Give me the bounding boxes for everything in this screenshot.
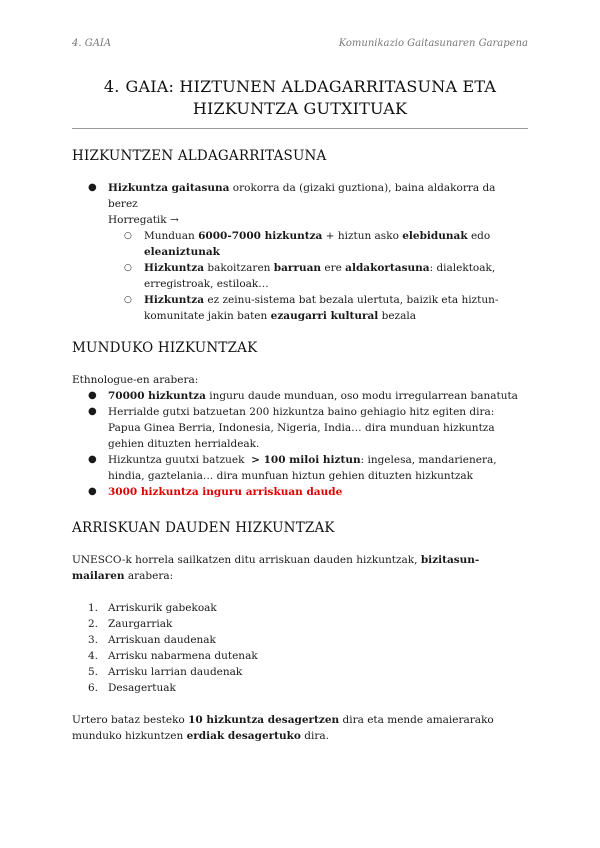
document-body xyxy=(72,148,528,744)
section-intro xyxy=(72,552,528,584)
section-heading-world-languages: MUNDUKO HIZKUNTZAK xyxy=(72,340,258,356)
variability-list xyxy=(72,180,528,324)
vitality-levels-list xyxy=(72,600,528,696)
bullet-icon: ● xyxy=(88,390,97,401)
item-text: dira. xyxy=(300,730,329,742)
circle-bullet-icon: ○ xyxy=(124,231,132,241)
circle-bullet-icon: ○ xyxy=(124,263,132,273)
item-text: Arrisku larrian daudenak xyxy=(108,666,243,678)
title-line-2: HIZKUNTZA GUTXITUAK xyxy=(192,99,408,118)
item-text: Arriskurik gabekoak xyxy=(108,602,217,614)
item-text: bezala xyxy=(378,310,416,322)
list-item xyxy=(72,388,528,404)
bullet-icon: ● xyxy=(88,454,97,465)
item-text: + hiztun asko xyxy=(322,230,403,242)
closing-paragraph xyxy=(72,712,528,744)
item-text: Munduan xyxy=(144,230,199,242)
list-item xyxy=(72,600,528,616)
bold-term: Hizkuntza xyxy=(144,262,205,274)
item-text: ez zeinu-sistema bat bezala ulertuta, baizik eta hiztun-komunitate jakin baten xyxy=(144,294,499,322)
item-text: : ingelesa, mandarienera, hindia, gaztelania… dira munfuan hiztun gehien dituzten hizkuntzak xyxy=(108,454,497,482)
item-text: bakoitzaren xyxy=(204,262,274,274)
item-text: UNESCO-k horrela sailkatzen ditu arriskuan dauden hizkuntzak, xyxy=(72,554,421,566)
header-chapter: 4. GAIA xyxy=(72,38,112,49)
list-number: 3. xyxy=(88,634,99,646)
list-item xyxy=(72,632,528,648)
sub-list-item xyxy=(108,260,528,292)
title-number: 4. xyxy=(103,77,120,96)
title-line-1: GAIA: HIZTUNEN ALDAGARRITASUNA ETA xyxy=(125,77,497,96)
bold-term: ezaugarri kultural xyxy=(270,310,379,322)
item-text: orokorra da (gizaki guztiona), baina aldakorra da berez xyxy=(108,182,496,210)
item-text: dira eta mende amaierarako munduko hizkuntzen xyxy=(72,714,494,742)
page-header xyxy=(72,38,528,49)
item-text: ere xyxy=(321,262,346,274)
list-item xyxy=(72,484,528,500)
bullet-icon: ● xyxy=(88,182,97,193)
bold-term: Hizkuntza xyxy=(144,294,205,306)
bold-term: barruan xyxy=(273,262,322,274)
bold-term: 70000 hizkuntza xyxy=(108,390,206,402)
section-heading-endangered-languages: ARRISKUAN DAUDEN HIZKUNTZAK xyxy=(72,520,335,536)
list-item xyxy=(72,180,528,324)
bold-term: elebidunak xyxy=(402,230,468,242)
item-text: Horregatik → xyxy=(108,214,179,226)
list-item xyxy=(72,648,528,664)
list-item xyxy=(72,680,528,696)
item-text: Zaurgarriak xyxy=(108,618,173,630)
list-item xyxy=(72,664,528,680)
item-text: arabera: xyxy=(124,570,174,582)
item-text: Arriskuan daudenak xyxy=(108,634,216,646)
item-text: edo xyxy=(467,230,491,242)
bold-term: Hizkuntza gaitasuna xyxy=(108,182,230,194)
bold-term: aldakortasuna xyxy=(345,262,430,274)
header-course: Komunikazio Gaitasunaren Garapena xyxy=(338,38,528,49)
list-item xyxy=(72,616,528,632)
list-number: 6. xyxy=(88,682,99,694)
bullet-icon: ● xyxy=(88,406,97,417)
document-title xyxy=(72,76,528,120)
highlighted-warning-text: 3000 hizkuntza inguru arriskuan daude xyxy=(108,486,343,498)
world-languages-list xyxy=(72,388,528,500)
item-text: Herrialde gutxi batzuetan 200 hizkuntza baino gehiagio hitz egiten dira: Papua Ginea Berria, Indonesia, Nigeria, India… dira munduan hizkuntza gehien dituzten herrialdeak. xyxy=(108,406,495,450)
section-intro: Ethnologue-en arabera: xyxy=(72,374,199,386)
item-text: Hizkuntza guutxi batzuek xyxy=(108,454,252,466)
list-number: 2. xyxy=(88,618,99,630)
list-number: 5. xyxy=(88,666,99,678)
item-text: Urtero bataz besteko xyxy=(72,714,189,726)
sub-list-item xyxy=(108,228,528,260)
bold-term: eleaniztunak xyxy=(144,246,220,258)
item-text: inguru daude munduan, oso modu irregularrean banatuta xyxy=(205,390,518,402)
bold-term: bizitasun-mailaren xyxy=(72,554,480,582)
bold-term: erdiak desagertuko xyxy=(186,730,301,742)
bold-term: > 100 miloi hiztun xyxy=(251,454,361,466)
bullet-icon: ● xyxy=(88,486,97,497)
item-text: Desagertuak xyxy=(108,682,176,694)
circle-bullet-icon: ○ xyxy=(124,295,132,305)
sub-list xyxy=(108,228,528,324)
list-number: 1. xyxy=(88,602,99,614)
item-text: : dialektoak, erregistroak, estiloak… xyxy=(144,262,496,290)
list-item xyxy=(72,452,528,484)
section-heading-variability: HIZKUNTZEN ALDAGARRITASUNA xyxy=(72,148,327,164)
bold-term: 6000-7000 hizkuntza xyxy=(198,230,323,242)
list-number: 4. xyxy=(88,650,99,662)
list-item xyxy=(72,404,528,452)
item-text: Arrisku nabarmena dutenak xyxy=(108,650,258,662)
bold-term: 10 hizkuntza desagertzen xyxy=(188,714,340,726)
sub-list-item xyxy=(108,292,528,324)
title-divider xyxy=(72,128,528,129)
